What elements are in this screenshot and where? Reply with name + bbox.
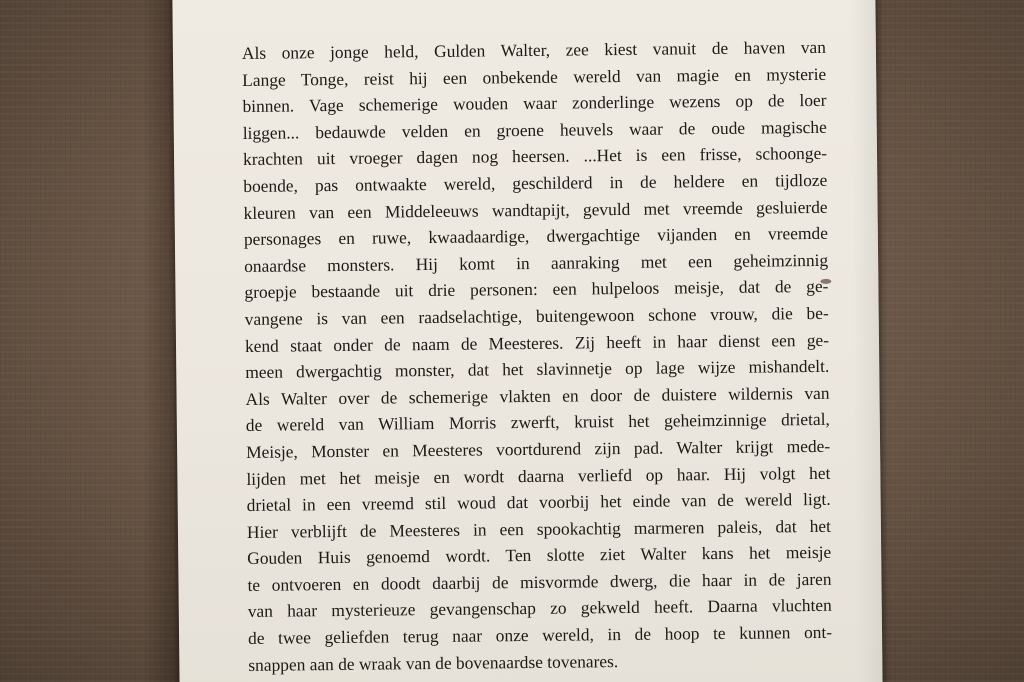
blurb-line: de twee geliefden terug naar onze wereld, in de hoop te kunnen ont- [247, 621, 833, 649]
blurb-line: boende, pas ontwaakte wereld, geschilderd in de heldere en tijdloze [243, 169, 828, 196]
blurb-line: te ontvoeren en doodt daarbij de misvormde dwerg, die haar in de jaren [247, 568, 832, 595]
blurb-line: van haar mysterieuze gevangenschap zo gekweld heeft. Daarna vluchten [247, 595, 832, 622]
blurb-line: Lange Tonge, reist hij een onbekende wereld van magie en mysterie [242, 63, 827, 90]
blurb-line: vangene is van een raadselachtige, buitengewoon schone vrouw, die be- [244, 302, 829, 329]
blurb-line: drietal in een vreemd stil woud dat voorbij het einde van de wereld ligt. [246, 488, 831, 516]
blurb-line: meen dwergachtig monster, dat het slavinnetje op lage wijze mishandelt. [245, 355, 830, 383]
blurb-line: kleuren van een Middeleeuws wandtapijt, gevuld met vreemde gesluierde [243, 196, 828, 223]
blurb-line: binnen. Vage schemerige wouden waar zonderlinge wezens op de loer [242, 90, 827, 117]
blurb-line: Als onze jonge held, Gulden Walter, zee kiest vanuit de haven van [241, 36, 827, 63]
blurb-line: de wereld van William Morris zwerft, kruist het geheimzinnige drietal, [245, 409, 830, 436]
blurb-line: krachten uit vroeger dagen nog heersen. ...Het is een frisse, schoonge- [242, 143, 828, 170]
blurb-line: onaardse monsters. Hij komt in aanraking met een geheimzinnig [244, 249, 829, 276]
blurb-line: Als Walter over de schemerige vlakten en door de duistere wildernis van [245, 382, 830, 409]
blurb-paragraph [242, 34, 833, 678]
blurb-line: kend staat onder de naam de Meesteres. Zij heeft in haar dienst een ge- [244, 329, 830, 356]
blurb-line: personages en ruwe, kwaadaardige, dwergachtige vijanden en vreemde [243, 223, 828, 250]
blurb-line: Gouden Huis genoemd wordt. Ten slotte ziet Walter kans het meisje [247, 542, 832, 569]
blurb-line: lijden met het meisje en wordt daarna verliefd op haar. Hij volgt het [246, 462, 831, 489]
book-back-cover [172, 0, 882, 682]
blurb-line: snappen aan de wraak van de bovenaardse tovenares. [248, 650, 619, 675]
blurb-line: groepje bestaande uit drie personen: een hulpeloos meisje, dat de ge- [244, 276, 829, 303]
blurb-line: Meisje, Monster en Meesteres voortdurend zijn pad. Walter krijgt mede- [246, 435, 831, 462]
blurb-line: liggen... bedauwde velden en groene heuvels waar de oude magische [242, 116, 827, 143]
blurb-line: Hier verblijft de Meesteres in een spookachtig marmeren paleis, dat het [246, 515, 832, 542]
